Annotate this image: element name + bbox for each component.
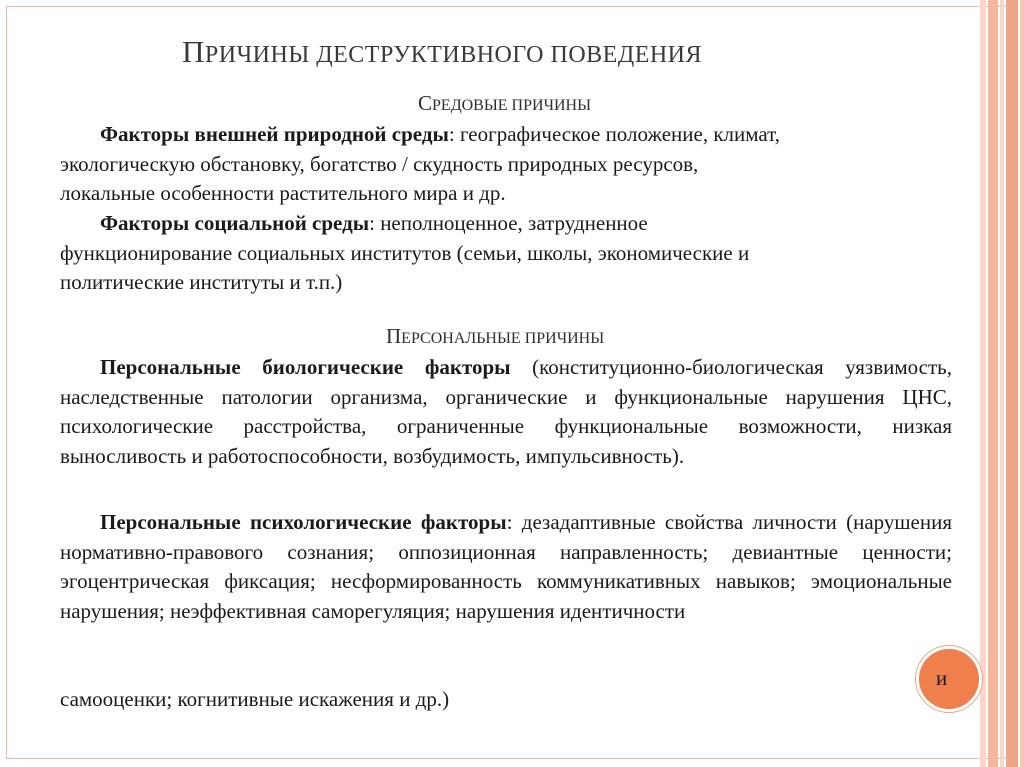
paragraph-psychological-factors-end: самооценки; когнитивные искажения и др.) <box>60 687 450 711</box>
slide-title: ПРИЧИНЫ ДЕСТРУКТИВНОГО ПОВЕДЕНИЯ <box>182 34 703 69</box>
term-psychological-factors: Персональные психологические факторы <box>100 510 507 534</box>
section-heading-environment: СРЕДОВЫЕ ПРИЧИНЫ <box>418 91 592 115</box>
overflow-conjunction: и <box>936 666 948 690</box>
paragraph-social-environment: Факторы социальной среды: неполноценное, затрудненное функционирование социальных институтов (семьи, школы, экономические и политические институты и т.п.) <box>60 211 750 294</box>
decorative-stripes <box>980 0 1024 767</box>
term-natural-environment: Факторы внешней природной среды <box>100 122 449 146</box>
term-social-environment: Факторы социальной среды <box>100 211 370 235</box>
paragraph-psychological-factors: Персональные психологические факторы: дезадаптивные свойства личности (нарушения нормативно-правового сознания; оппозиционная направленность; девиантные ценности; эгоцентрическая фиксация; несформированность коммуникативных навыков; эмоциональные нарушения; неэффективная саморегуляция; нарушения идентичности <box>60 510 952 623</box>
term-biological-factors: Персональные биологические факторы <box>100 355 511 379</box>
paragraph-natural-environment: Факторы внешней природной среды: географическое положение, климат, экологическую обстановку, богатство / скудность природных ресурсов, локальные особенности растительного мира и др. <box>60 122 781 205</box>
paragraph-biological-factors: Персональные биологические факторы (конституционно-биологическая уязвимость, наследственные патологии организма, органические и функциональные нарушения ЦНС, психологические расстройства, ограниченные функциональные возможности, низкая выносливость и работоспособности, возбудимость, импульсивность). <box>60 355 952 468</box>
section-heading-personal: ПЕРСОНАЛЬНЫЕ ПРИЧИНЫ <box>386 324 605 348</box>
